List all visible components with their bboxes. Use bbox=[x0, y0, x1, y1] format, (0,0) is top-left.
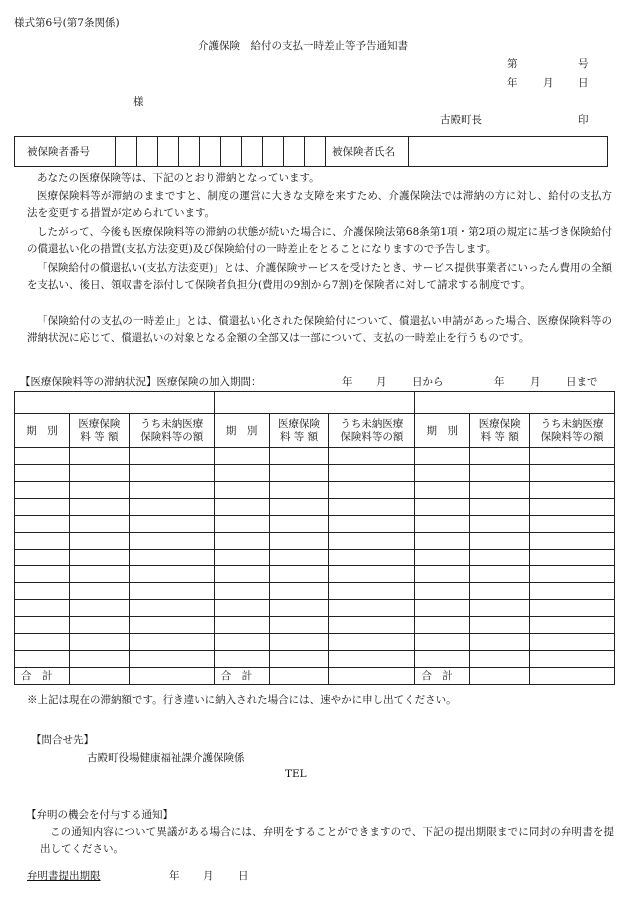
table-row bbox=[15, 566, 615, 583]
amount-cell[interactable] bbox=[69, 515, 129, 532]
amount-cell[interactable] bbox=[415, 515, 470, 532]
amount-cell[interactable] bbox=[329, 498, 415, 515]
number-dai: 第 bbox=[507, 58, 518, 70]
amount-cell[interactable] bbox=[329, 448, 415, 465]
amount-cell[interactable] bbox=[329, 617, 415, 634]
col-unpaid-header-line1: うち未納医療 bbox=[140, 417, 204, 430]
amount-cell[interactable] bbox=[470, 651, 530, 668]
amount-cell[interactable] bbox=[69, 667, 129, 684]
amount-cell[interactable] bbox=[415, 617, 470, 634]
col-unpaid-header bbox=[329, 414, 415, 448]
amount-cell[interactable] bbox=[269, 667, 329, 684]
number-digit-cell[interactable] bbox=[116, 137, 137, 167]
amount-cell[interactable] bbox=[269, 448, 329, 465]
period-year-1: 年 bbox=[342, 376, 353, 388]
amount-cell[interactable] bbox=[530, 617, 615, 634]
period-month-2: 月 bbox=[530, 376, 541, 388]
col-unpaid-header bbox=[530, 414, 615, 448]
col-premium-header-line2: 料 等 額 bbox=[279, 430, 319, 443]
paragraph-4: 「保険給付の償還払い(支払方法変更)」とは、介護保険サービスを受けたとき、サービス提供事業者にいったん費用の全額を支払い、後日、領収書を添付して保険者負担分(費用の9割から7割)を保険者に対して請求する制度です。 bbox=[27, 262, 612, 291]
status-group-blank bbox=[214, 392, 415, 414]
amount-cell[interactable] bbox=[415, 532, 470, 549]
amount-cell[interactable] bbox=[269, 600, 329, 617]
amount-cell[interactable] bbox=[530, 532, 615, 549]
amount-cell[interactable] bbox=[530, 549, 615, 566]
amount-cell[interactable] bbox=[129, 617, 214, 634]
amount-cell[interactable] bbox=[214, 583, 269, 600]
amount-cell[interactable] bbox=[269, 498, 329, 515]
amount-cell[interactable] bbox=[129, 667, 214, 684]
total-row bbox=[15, 667, 615, 684]
col-period-header: 期 別 bbox=[415, 414, 470, 448]
amount-cell[interactable] bbox=[530, 651, 615, 668]
hearing-body: この通知内容について異議がある場合には、弁明をすることができますので、下記の提出期限までに同封の弁明書を提出してください。 bbox=[40, 826, 614, 855]
col-premium-header bbox=[69, 414, 129, 448]
amount-cell[interactable] bbox=[530, 634, 615, 651]
amount-cell[interactable] bbox=[129, 600, 214, 617]
amount-cell[interactable] bbox=[269, 651, 329, 668]
insured-number-label: 被保険者番号 bbox=[15, 137, 116, 167]
deadline-year: 年 bbox=[169, 870, 180, 882]
amount-cell[interactable] bbox=[530, 600, 615, 617]
col-period-header: 期 別 bbox=[214, 414, 269, 448]
amount-cell[interactable] bbox=[129, 481, 214, 498]
amount-cell[interactable] bbox=[15, 651, 70, 668]
table-row bbox=[15, 498, 615, 515]
amount-cell[interactable] bbox=[15, 600, 70, 617]
col-premium-header bbox=[470, 414, 530, 448]
amount-cell[interactable] bbox=[415, 600, 470, 617]
amount-cell[interactable] bbox=[129, 498, 214, 515]
insured-id-table bbox=[14, 136, 608, 167]
amount-cell[interactable] bbox=[15, 448, 70, 465]
status-group-blank bbox=[415, 392, 615, 414]
amount-cell[interactable] bbox=[329, 464, 415, 481]
amount-cell[interactable] bbox=[214, 617, 269, 634]
amount-cell[interactable] bbox=[15, 532, 70, 549]
number-digit-cell[interactable] bbox=[242, 137, 263, 167]
amount-cell[interactable] bbox=[129, 532, 214, 549]
amount-cell[interactable] bbox=[329, 583, 415, 600]
amount-cell[interactable] bbox=[269, 634, 329, 651]
amount-cell[interactable] bbox=[214, 448, 269, 465]
amount-cell[interactable] bbox=[69, 532, 129, 549]
deadline-month: 月 bbox=[203, 870, 214, 882]
amount-cell[interactable] bbox=[329, 549, 415, 566]
number-digit-cell[interactable] bbox=[263, 137, 284, 167]
amount-cell[interactable] bbox=[69, 464, 129, 481]
amount-cell[interactable] bbox=[470, 532, 530, 549]
deadline-day: 日 bbox=[238, 870, 249, 882]
amount-cell[interactable] bbox=[214, 634, 269, 651]
date-day: 日 bbox=[578, 77, 589, 89]
col-premium-header-line2: 料 等 額 bbox=[80, 430, 119, 443]
number-go: 号 bbox=[578, 58, 589, 70]
amount-cell[interactable] bbox=[329, 566, 415, 583]
amount-cell[interactable] bbox=[530, 498, 615, 515]
table-row bbox=[15, 634, 615, 651]
amount-cell[interactable] bbox=[69, 566, 129, 583]
amount-cell[interactable] bbox=[69, 617, 129, 634]
status-group-blank bbox=[15, 392, 215, 414]
amount-cell[interactable] bbox=[470, 600, 530, 617]
number-digit-cell[interactable] bbox=[158, 137, 179, 167]
table-row bbox=[15, 515, 615, 532]
hearing-heading: 【弁明の機会を付与する通知】 bbox=[26, 809, 173, 821]
amount-cell[interactable] bbox=[69, 634, 129, 651]
amount-cell[interactable] bbox=[530, 566, 615, 583]
amount-cell[interactable] bbox=[470, 549, 530, 566]
amount-cell[interactable] bbox=[129, 566, 214, 583]
number-digit-cell[interactable] bbox=[284, 137, 305, 167]
date-month: 月 bbox=[543, 77, 554, 89]
amount-cell[interactable] bbox=[214, 566, 269, 583]
amount-cell[interactable] bbox=[214, 515, 269, 532]
number-digit-cell[interactable] bbox=[179, 137, 200, 167]
total-label: 合 計 bbox=[15, 667, 70, 684]
amount-cell[interactable] bbox=[129, 651, 214, 668]
amount-cell[interactable] bbox=[15, 634, 70, 651]
col-unpaid-header-line2: 保険料等の額 bbox=[140, 430, 204, 443]
paragraph-3: したがって、今後も医療保険料等の滞納の状態が続いた場合に、介護保険法第68条第1項・第2項の規定に基づき保険給付の償還払い化の措置(支払方法変更)及び保険給付の一時差止をとることになりますので予告します。 bbox=[27, 226, 612, 255]
amount-cell[interactable] bbox=[530, 583, 615, 600]
arrears-status-table bbox=[14, 391, 615, 685]
amount-cell[interactable] bbox=[329, 667, 415, 684]
amount-cell[interactable] bbox=[470, 667, 530, 684]
col-premium-header-line2: 料 等 額 bbox=[480, 430, 519, 443]
issuer-name: 古殿町長 bbox=[440, 114, 482, 126]
deadline-label: 弁明書提出期限 bbox=[27, 870, 101, 882]
amount-cell[interactable] bbox=[415, 464, 470, 481]
amount-cell[interactable] bbox=[214, 464, 269, 481]
amount-cell[interactable] bbox=[415, 448, 470, 465]
amount-cell[interactable] bbox=[214, 481, 269, 498]
number-digit-cell[interactable] bbox=[137, 137, 158, 167]
insured-name-label: 被保険者氏名 bbox=[326, 137, 409, 167]
amount-cell[interactable] bbox=[269, 566, 329, 583]
document-title: 介護保険 給付の支払一時差止等予告通知書 bbox=[198, 40, 408, 52]
amount-cell[interactable] bbox=[470, 566, 530, 583]
insured-name-cell[interactable] bbox=[409, 137, 608, 167]
amount-cell[interactable] bbox=[15, 617, 70, 634]
amount-cell[interactable] bbox=[415, 549, 470, 566]
amount-cell[interactable] bbox=[269, 549, 329, 566]
status-heading: 【医療保険料等の滞納状況】医療保険の加入期間： bbox=[20, 376, 262, 388]
amount-cell[interactable] bbox=[329, 600, 415, 617]
amount-cell[interactable] bbox=[530, 515, 615, 532]
amount-cell[interactable] bbox=[470, 515, 530, 532]
paragraph-1: あなたの医療保険等は、下記のとおり滞納となっています。 bbox=[37, 172, 320, 184]
period-year-2: 年 bbox=[494, 376, 505, 388]
amount-cell[interactable] bbox=[470, 583, 530, 600]
amount-cell[interactable] bbox=[329, 634, 415, 651]
amount-cell[interactable] bbox=[470, 481, 530, 498]
form-number: 様式第6号(第7条関係) bbox=[14, 17, 120, 29]
amount-cell[interactable] bbox=[415, 481, 470, 498]
col-unpaid-header-line2: 保険料等の額 bbox=[540, 430, 604, 443]
amount-cell[interactable] bbox=[269, 617, 329, 634]
period-month-1: 月 bbox=[376, 376, 387, 388]
amount-cell[interactable] bbox=[15, 515, 70, 532]
col-period-header: 期 別 bbox=[15, 414, 70, 448]
number-digit-cell[interactable] bbox=[200, 137, 221, 167]
col-unpaid-header bbox=[129, 414, 214, 448]
paragraph-2: 医療保険料等が滞納のままですと、制度の運営に大きな支障を来すため、介護保険法では滞納の方に対し、給付の支払方法を変更する措置が定められています。 bbox=[27, 190, 612, 219]
table-row bbox=[15, 464, 615, 481]
amount-cell[interactable] bbox=[129, 634, 214, 651]
table-row bbox=[15, 448, 615, 465]
amount-cell[interactable] bbox=[530, 667, 615, 684]
amount-cell[interactable] bbox=[470, 464, 530, 481]
table-row bbox=[15, 651, 615, 668]
amount-cell[interactable] bbox=[214, 498, 269, 515]
col-premium-header-line1: 医療保険 bbox=[78, 417, 121, 430]
amount-cell[interactable] bbox=[530, 464, 615, 481]
amount-cell[interactable] bbox=[269, 481, 329, 498]
amount-cell[interactable] bbox=[470, 498, 530, 515]
table-row bbox=[15, 583, 615, 600]
arrears-note: ※上記は現在の滞納額です。行き違いに納入された場合には、速やかに申し出てください。 bbox=[27, 694, 457, 706]
amount-cell[interactable] bbox=[530, 481, 615, 498]
amount-cell[interactable] bbox=[329, 481, 415, 498]
amount-cell[interactable] bbox=[69, 448, 129, 465]
amount-cell[interactable] bbox=[129, 583, 214, 600]
amount-cell[interactable] bbox=[129, 464, 214, 481]
amount-cell[interactable] bbox=[129, 515, 214, 532]
amount-cell[interactable] bbox=[69, 600, 129, 617]
col-unpaid-header-line1: うち未納医療 bbox=[340, 417, 404, 430]
amount-cell[interactable] bbox=[15, 481, 70, 498]
amount-cell[interactable] bbox=[214, 651, 269, 668]
amount-cell[interactable] bbox=[69, 583, 129, 600]
amount-cell[interactable] bbox=[329, 651, 415, 668]
amount-cell[interactable] bbox=[15, 566, 70, 583]
contact-heading: 【問合せ先】 bbox=[31, 734, 94, 746]
amount-cell[interactable] bbox=[69, 651, 129, 668]
amount-cell[interactable] bbox=[329, 515, 415, 532]
amount-cell[interactable] bbox=[214, 600, 269, 617]
amount-cell[interactable] bbox=[69, 481, 129, 498]
col-premium-header-line1: 医療保険 bbox=[278, 417, 321, 430]
issuer-seal: 印 bbox=[578, 114, 589, 126]
amount-cell[interactable] bbox=[269, 532, 329, 549]
table-row bbox=[15, 600, 615, 617]
amount-cell[interactable] bbox=[415, 583, 470, 600]
table-row bbox=[15, 549, 615, 566]
amount-cell[interactable] bbox=[269, 464, 329, 481]
amount-cell[interactable] bbox=[69, 498, 129, 515]
amount-cell[interactable] bbox=[15, 549, 70, 566]
amount-cell[interactable] bbox=[415, 566, 470, 583]
amount-cell[interactable] bbox=[129, 448, 214, 465]
amount-cell[interactable] bbox=[69, 549, 129, 566]
addressee-suffix: 様 bbox=[133, 96, 144, 108]
amount-cell[interactable] bbox=[470, 617, 530, 634]
amount-cell[interactable] bbox=[15, 583, 70, 600]
amount-cell[interactable] bbox=[214, 549, 269, 566]
amount-cell[interactable] bbox=[129, 549, 214, 566]
amount-cell[interactable] bbox=[214, 532, 269, 549]
number-digit-cell[interactable] bbox=[221, 137, 242, 167]
amount-cell[interactable] bbox=[329, 532, 415, 549]
date-year: 年 bbox=[507, 77, 518, 89]
table-row bbox=[15, 532, 615, 549]
amount-cell[interactable] bbox=[269, 515, 329, 532]
table-row bbox=[15, 617, 615, 634]
col-unpaid-header-line1: うち未納医療 bbox=[540, 417, 604, 430]
amount-cell[interactable] bbox=[415, 498, 470, 515]
contact-tel: TEL bbox=[285, 768, 307, 780]
contact-office: 古殿町役場健康福祉課介護保険係 bbox=[87, 752, 245, 764]
amount-cell[interactable] bbox=[530, 448, 615, 465]
paragraph-5: 「保険給付の支払の一時差止」とは、償還払い化された保険給付について、償還払い申請があった場合、医療保険料等の滞納状況に応じて、償還払いの対象となる金額の全部又は一部について、支払の一時差止を行うものです。 bbox=[27, 315, 612, 344]
amount-cell[interactable] bbox=[415, 651, 470, 668]
amount-cell[interactable] bbox=[470, 634, 530, 651]
amount-cell[interactable] bbox=[15, 498, 70, 515]
col-premium-header bbox=[269, 414, 329, 448]
amount-cell[interactable] bbox=[15, 464, 70, 481]
col-unpaid-header-line2: 保険料等の額 bbox=[340, 430, 404, 443]
table-row bbox=[15, 481, 615, 498]
total-label: 合 計 bbox=[214, 667, 269, 684]
period-until: 日まで bbox=[566, 376, 598, 388]
col-premium-header-line1: 医療保険 bbox=[478, 417, 521, 430]
number-digit-cell[interactable] bbox=[305, 137, 326, 167]
period-from: 日から bbox=[412, 376, 444, 388]
amount-cell[interactable] bbox=[415, 634, 470, 651]
amount-cell[interactable] bbox=[470, 448, 530, 465]
amount-cell[interactable] bbox=[269, 583, 329, 600]
total-label: 合 計 bbox=[415, 667, 470, 684]
